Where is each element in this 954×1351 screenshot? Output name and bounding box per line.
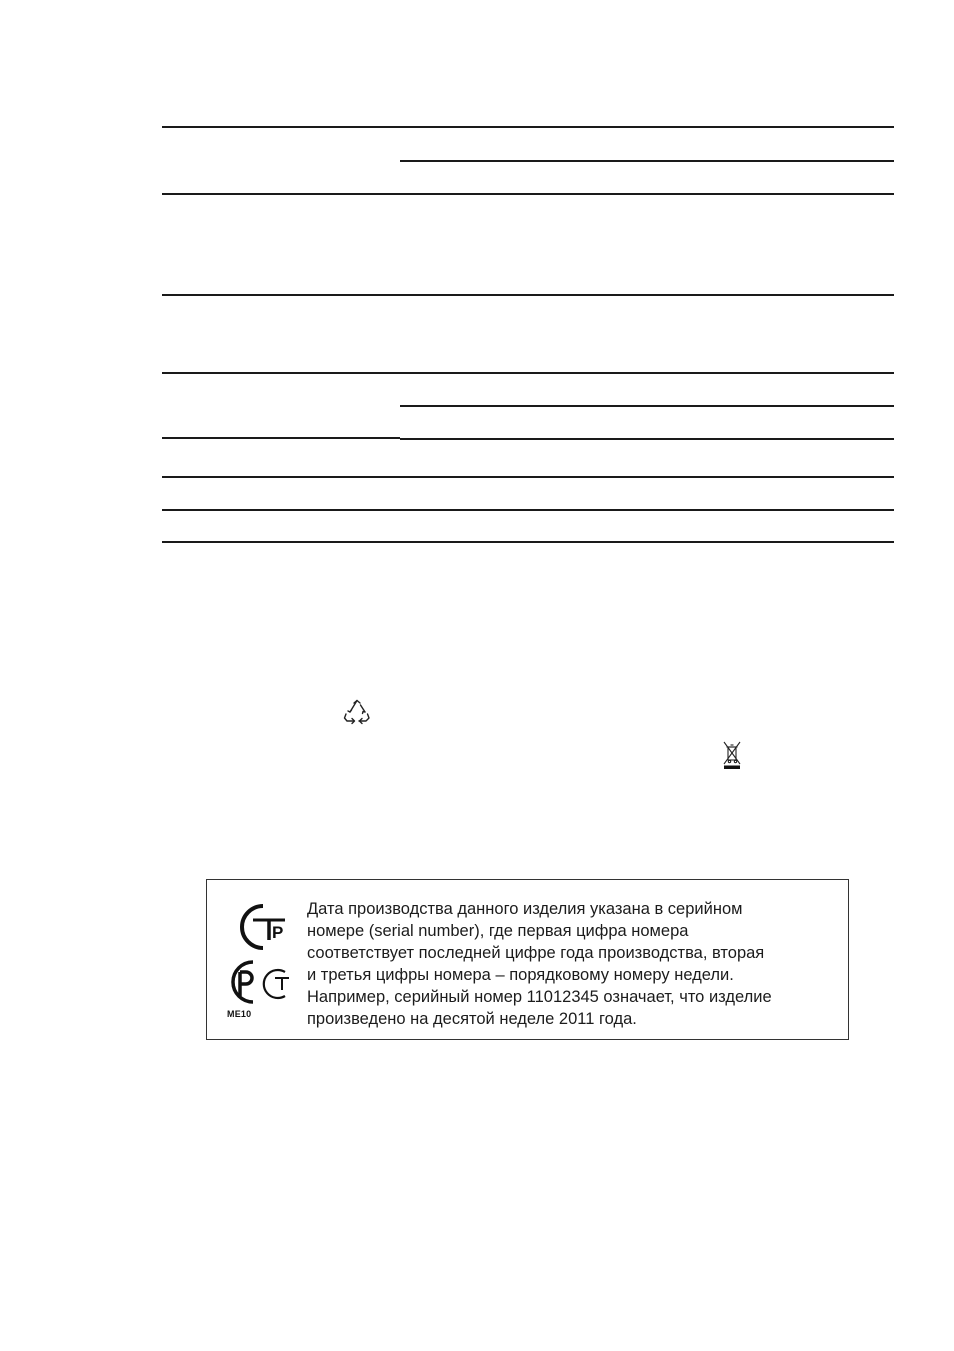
production-date-notice (307, 898, 837, 1030)
table-rule (400, 438, 894, 440)
table-rule-sub (400, 160, 894, 162)
notice-line: и третья цифры номера – порядковому номеру недели. (307, 966, 734, 984)
svg-text:P: P (272, 923, 284, 942)
table-rule-bottom (162, 541, 894, 543)
certification-logos (229, 900, 295, 1022)
gost-r-certification-icon (233, 962, 289, 1002)
notice-line: произведено на десятой неделе 2011 года. (307, 1010, 637, 1028)
table-rule (162, 294, 894, 296)
table-rule (162, 193, 894, 195)
notice-line: Например, серийный номер 11012345 означает, что изделие (307, 988, 772, 1006)
certification-code: ME10 (227, 1009, 252, 1019)
table-rule (162, 509, 894, 511)
notice-line: номере (serial number), где первая цифра номера (307, 922, 689, 940)
table-rule-top (162, 126, 894, 128)
recycle-icon (343, 699, 371, 725)
notice-line: Дата производства данного изделия указана в серийном (307, 900, 743, 918)
crossed-out-bin-icon (722, 740, 742, 770)
table-rule (162, 372, 894, 374)
notice-line: соответствует последней цифре года производства, вторая (307, 944, 765, 962)
table-rule-sub (400, 405, 894, 407)
table-rule (162, 437, 400, 439)
table-rule (162, 476, 894, 478)
eac-tr-certification-icon (242, 906, 285, 948)
certification-notice (206, 879, 849, 1040)
